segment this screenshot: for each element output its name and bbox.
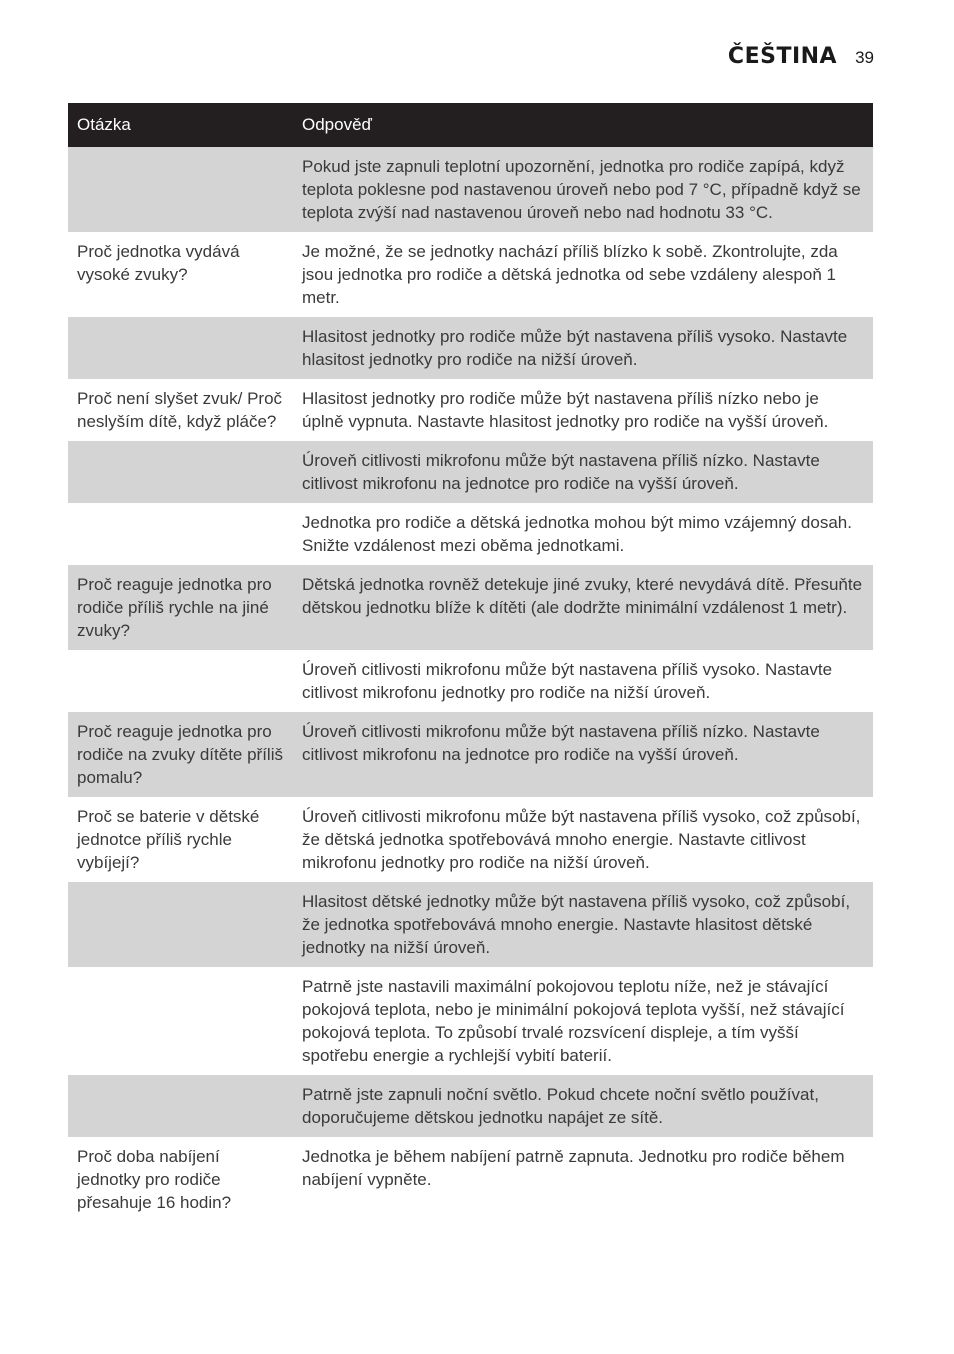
answer-cell: Hlasitost jednotky pro rodiče může být nastavena příliš vysoko. Nastavte hlasitost jednotky pro rodiče na nižší úroveň. xyxy=(302,327,848,369)
page-number: 39 xyxy=(855,48,874,67)
table-row xyxy=(68,503,873,565)
table-row xyxy=(68,967,873,1075)
question-cell xyxy=(68,503,293,565)
table-header xyxy=(68,103,873,147)
answer-cell: Hlasitost dětské jednotky může být nastavena příliš vysoko, což způsobí, že jednotka spotřebovává mnoho energie. Nastavte hlasitost dětské jednotky na nižší úroveň. xyxy=(302,892,851,957)
question-cell: Proč reaguje jednotka pro rodiče na zvuky dítěte příliš pomalu? xyxy=(77,722,283,787)
table-row xyxy=(68,1137,873,1222)
faq-table xyxy=(68,103,873,1222)
table-row xyxy=(68,797,873,882)
question-cell xyxy=(68,441,293,503)
table-row xyxy=(68,712,873,797)
answer-cell: Úroveň citlivosti mikrofonu může být nastavena příliš nízko. Nastavte citlivost mikrofonu na jednotce pro rodiče na vyšší úroveň. xyxy=(302,722,820,764)
answer-cell: Patrně jste nastavili maximální pokojovou teplotu níže, než je stávající pokojová teplota, nebo je minimální pokojová teplota vyšší, než stávající pokojová teplota. To způsobí trvalé rozsvícení displeje, a tím vyšší spotřebu energie a rychlejší vybití baterií. xyxy=(302,977,845,1065)
question-cell: Proč se baterie v dětské jednotce příliš rychle vybíjejí? xyxy=(77,807,260,872)
table-row xyxy=(68,379,873,441)
table-row xyxy=(68,650,873,712)
table-row xyxy=(68,232,873,317)
table-row xyxy=(68,147,873,232)
column-header-question: Otázka xyxy=(77,115,131,134)
answer-cell: Jednotka je během nabíjení patrně zapnuta. Jednotku pro rodiče během nabíjení vypněte. xyxy=(302,1147,845,1189)
table-row xyxy=(68,1075,873,1137)
question-cell: Proč reaguje jednotka pro rodiče příliš rychle na jiné zvuky? xyxy=(77,575,272,640)
question-cell: Proč jednotka vydává vysoké zvuky? xyxy=(77,242,240,284)
table-row xyxy=(68,565,873,650)
answer-cell: Je možné, že se jednotky nachází příliš blízko k sobě. Zkontrolujte, zda jsou jednotka pro rodiče a dětská jednotka od sebe vzdáleny alespoň 1 metr. xyxy=(302,242,838,307)
answer-cell: Úroveň citlivosti mikrofonu může být nastavena příliš vysoko, což způsobí, že dětská jednotka spotřebovává mnoho energie. Nastavte citlivost mikrofonu jednotky pro rodiče na nižší úroveň. xyxy=(302,807,861,872)
question-cell xyxy=(68,147,293,232)
answer-cell: Hlasitost jednotky pro rodiče může být nastavena příliš nízko nebo je úplně vypnuta. Nastavte hlasitost jednotky pro rodiče na vyšší úroveň. xyxy=(302,389,829,431)
question-cell xyxy=(68,967,293,1075)
answer-cell: Patrně jste zapnuli noční světlo. Pokud chcete noční světlo používat, doporučujeme dětskou jednotku napájet ze sítě. xyxy=(302,1085,819,1127)
answer-cell: Jednotka pro rodiče a dětská jednotka mohou být mimo vzájemný dosah. Snižte vzdálenost mezi oběma jednotkami. xyxy=(302,513,852,555)
question-cell xyxy=(68,1075,293,1137)
page-header xyxy=(728,44,874,69)
table-body xyxy=(68,147,873,1222)
question-cell xyxy=(68,882,293,967)
column-header-answer: Odpověď xyxy=(302,115,372,134)
question-cell: Proč není slyšet zvuk/ Proč neslyším dítě, když pláče? xyxy=(77,389,283,431)
question-cell: Proč doba nabíjení jednotky pro rodiče přesahuje 16 hodin? xyxy=(77,1147,232,1212)
language-heading: ČEŠTINA xyxy=(727,44,838,69)
answer-cell: Úroveň citlivosti mikrofonu může být nastavena příliš vysoko. Nastavte citlivost mikrofonu jednotky pro rodiče na nižší úroveň. xyxy=(302,660,833,702)
question-cell xyxy=(68,317,293,379)
answer-cell: Úroveň citlivosti mikrofonu může být nastavena příliš nízko. Nastavte citlivost mikrofonu na jednotce pro rodiče na vyšší úroveň. xyxy=(302,451,820,493)
table-row xyxy=(68,317,873,379)
answer-cell: Dětská jednotka rovněž detekuje jiné zvuky, které nevydává dítě. Přesuňte dětskou jednotku blíže k dítěti (ale dodržte minimální vzdálenost 1 metr). xyxy=(302,575,863,617)
table-row xyxy=(68,441,873,503)
table-row xyxy=(68,882,873,967)
answer-cell: Pokud jste zapnuli teplotní upozornění, jednotka pro rodiče zapípá, když teplota poklesne pod nastavenou úroveň nebo pod 7 °C, případně když se teplota zvýší nad nastavenou úroveň nebo nad hodnotu 33 °C. xyxy=(302,157,861,222)
question-cell xyxy=(68,650,293,712)
